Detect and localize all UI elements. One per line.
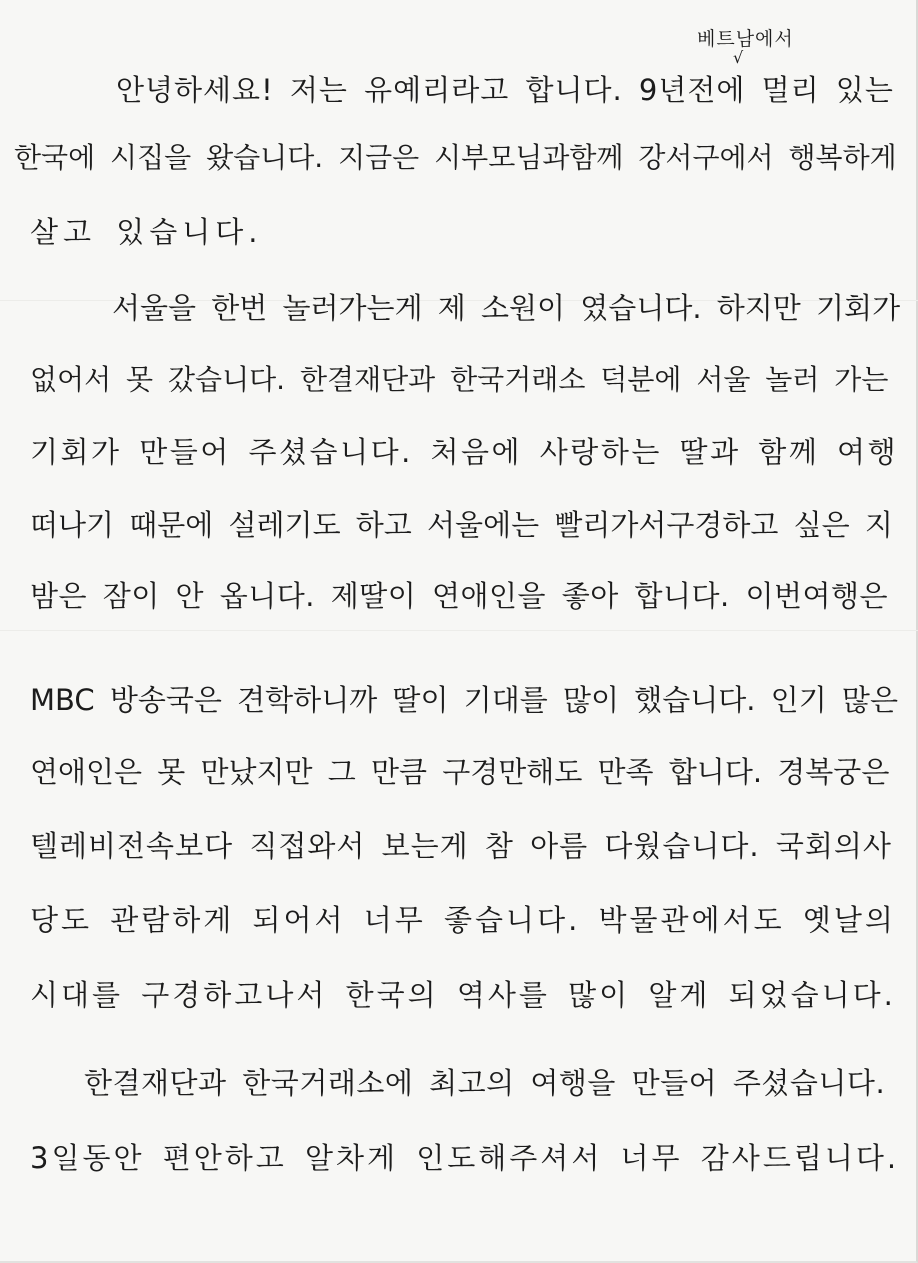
letter-line-6: 기회가 만들어 주셨습니다. 처음에 사랑하는 딸과 함께 여행 [30, 435, 899, 469]
letter-line-10: 연애인은 못 만났지만 그 만큼 구경만해도 만족 합니다. 경복궁은 [30, 755, 890, 789]
letter-line-13: 시대를 구경하고나서 한국의 역사를 많이 알게 되었습니다. [30, 978, 896, 1012]
letter-line-1: 안녕하세요! 저는 유예리라고 합니다. 9년전에 멀리 있는 [116, 73, 894, 107]
letter-line-9: MBC 방송국은 견학하니까 딸이 기대를 많이 했습니다. 인기 많은 [30, 683, 898, 717]
letter-line-8: 밤은 잠이 안 옵니다. 제딸이 연애인을 좋아 합니다. 이번여행은 [30, 579, 889, 613]
letter-line-15: 3일동안 편안하고 알차게 인도해주셔서 너무 감사드립니다. [30, 1141, 900, 1175]
letter-line-7: 떠나기 때문에 설레기도 하고 서울에는 빨리가서구경하고 싶은 지 [30, 508, 893, 542]
letter-line-11: 텔레비전속보다 직접와서 보는게 참 아름 다웠습니다. 국회의사 [30, 829, 892, 863]
letter-line-14: 한결재단과 한국거래소에 최고의 여행을 만들어 주셨습니다. [84, 1066, 886, 1100]
letter-line-5: 없어서 못 갔습니다. 한결재단과 한국거래소 덕분에 서울 놀러 가는 [30, 363, 889, 396]
letter-line-4: 서울을 한번 놀러가는게 제 소원이 였습니다. 하지만 기회가 [112, 291, 901, 325]
letter-line-3: 살고 있습니다. [30, 215, 263, 249]
insertion-caret: √ [733, 48, 744, 67]
letter-line-12: 당도 관람하게 되어서 너무 좋습니다. 박물관에서도 옛날의 [30, 903, 896, 937]
insertion-note: 베트남에서 [697, 28, 794, 50]
letter-line-2: 한국에 시집을 왔습니다. 지금은 시부모님과함께 강서구에서 행복하게 [14, 141, 897, 174]
faint-rule [0, 630, 918, 631]
